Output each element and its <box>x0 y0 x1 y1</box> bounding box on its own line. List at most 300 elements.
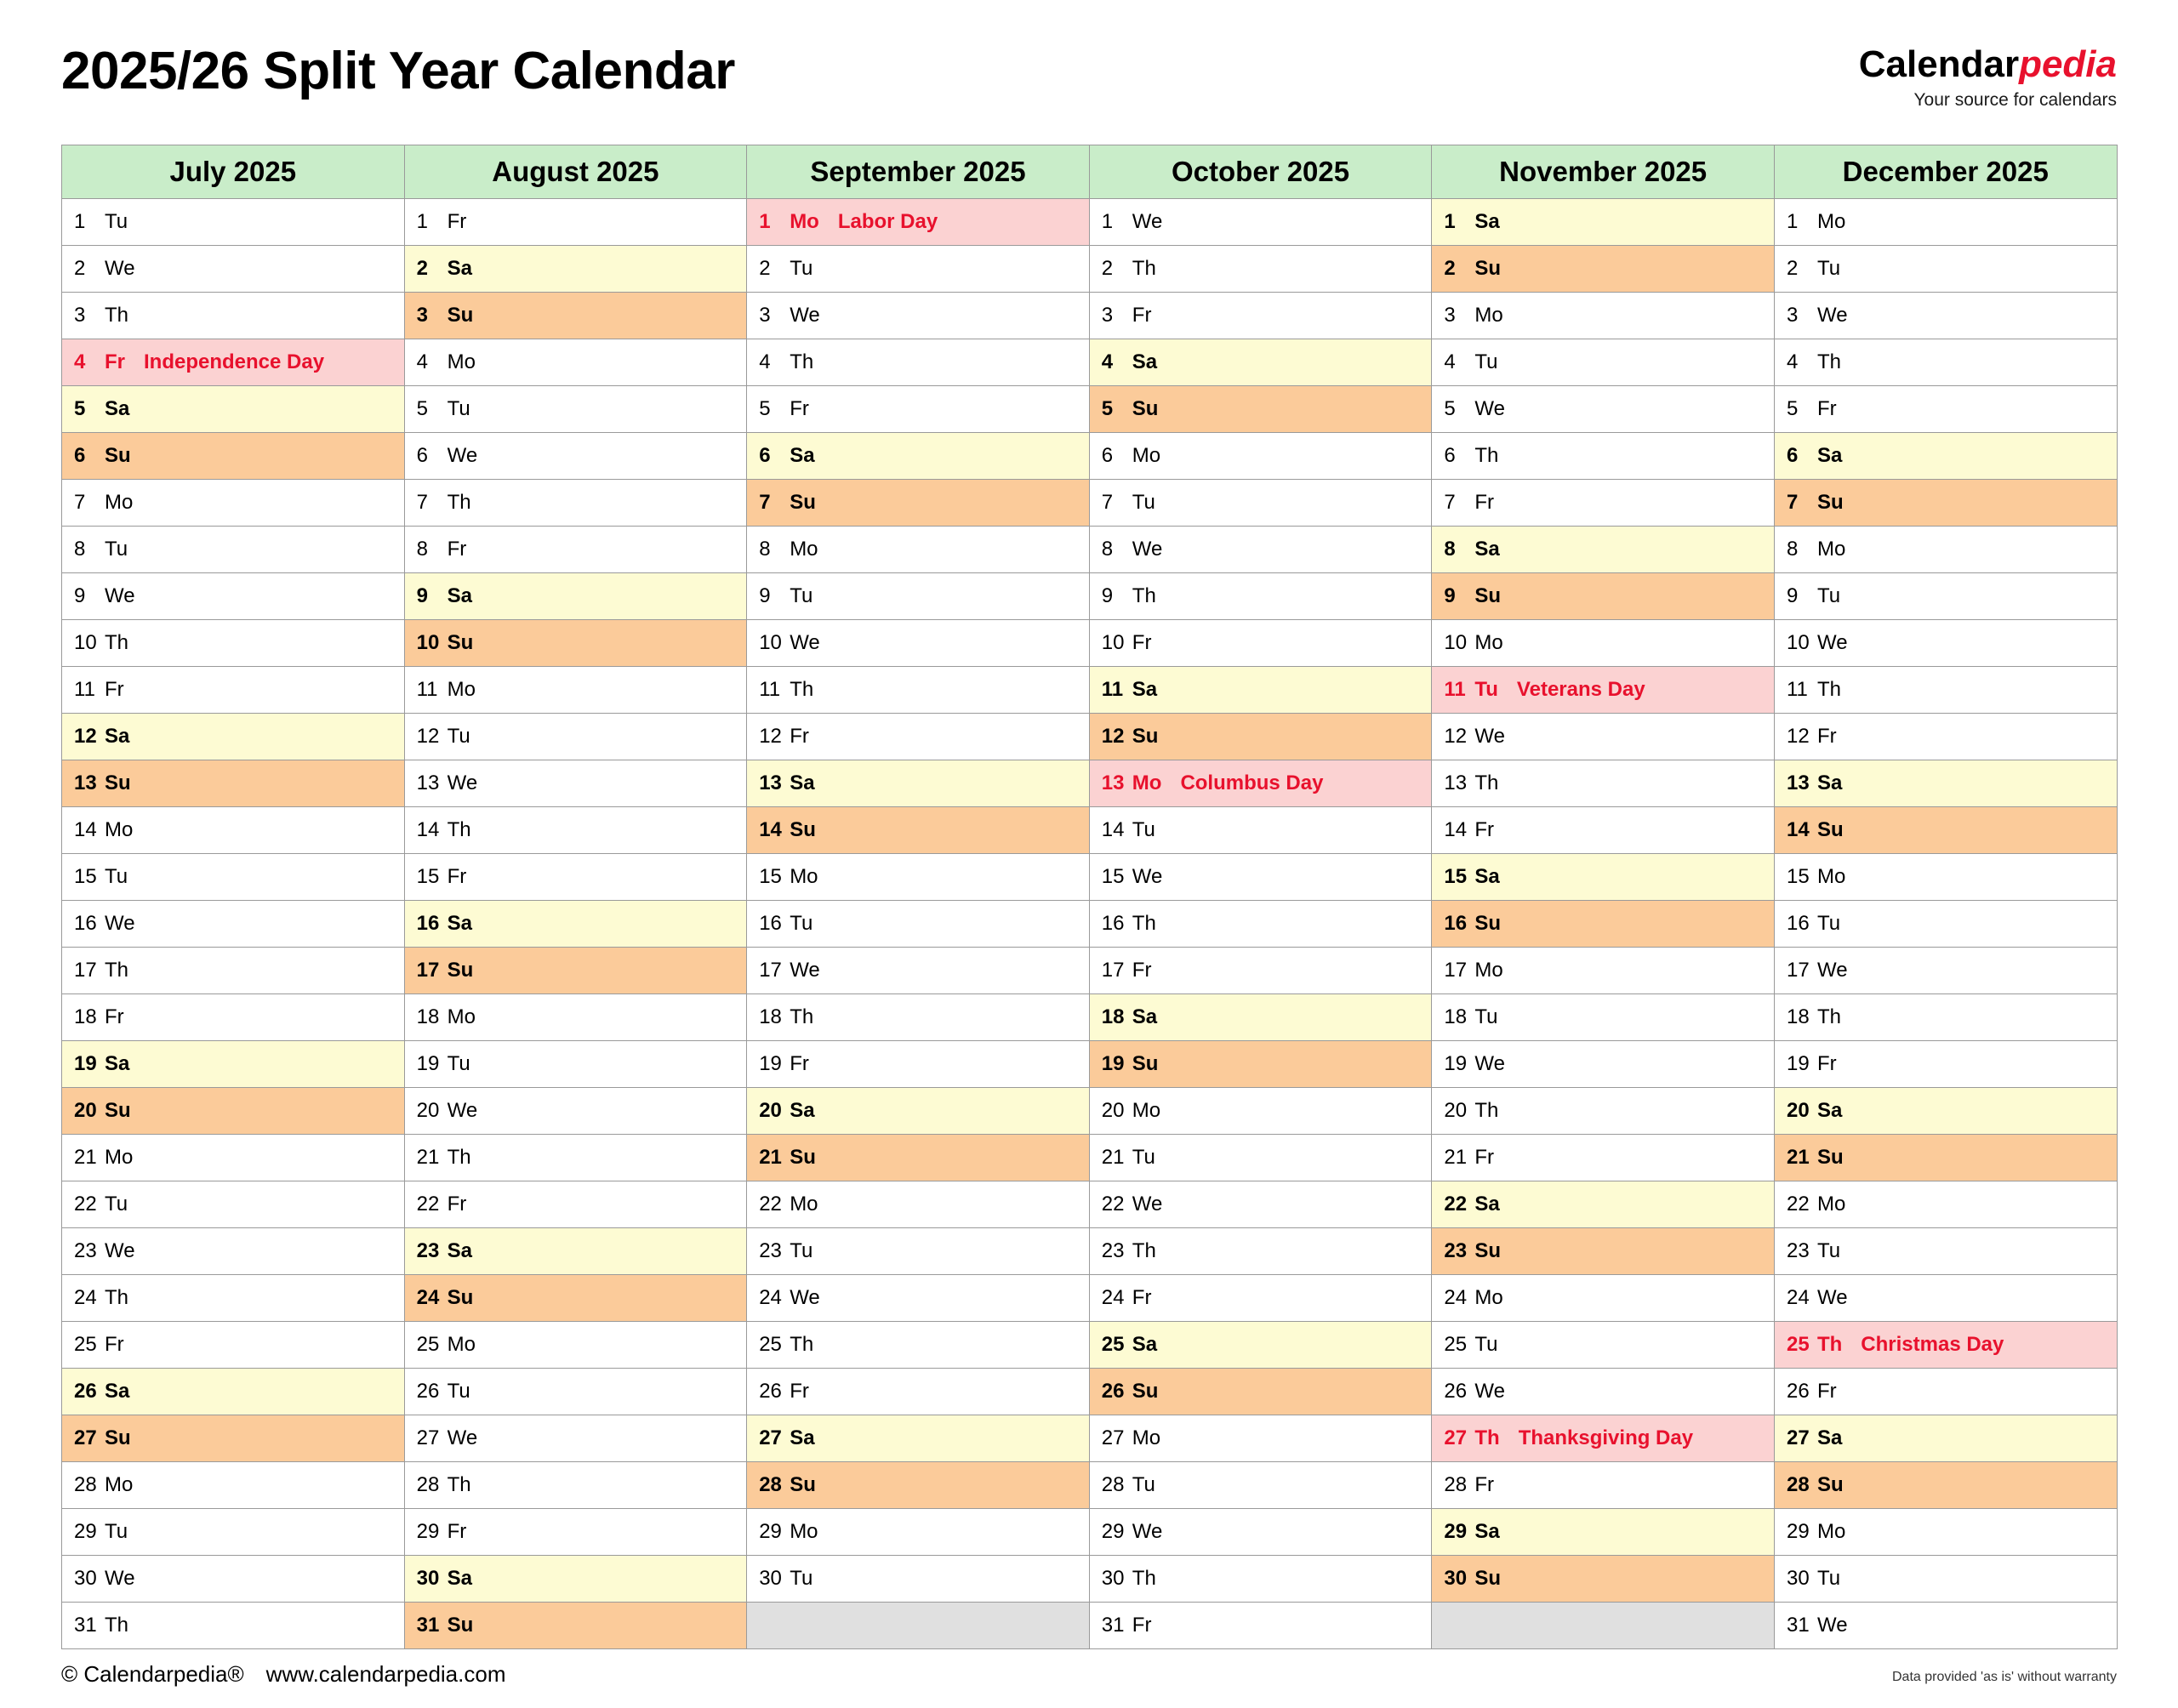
day-number: 30 <box>1101 1567 1125 1590</box>
day-cell[interactable] <box>62 667 405 714</box>
day-number: 14 <box>74 818 97 841</box>
day-of-week: Th <box>1132 1239 1156 1262</box>
day-of-week: Fr <box>1474 491 1495 514</box>
day-cell[interactable] <box>1089 339 1432 386</box>
month-header-september: September 2025 <box>747 145 1090 199</box>
day-cell[interactable] <box>747 667 1090 714</box>
day-cell[interactable] <box>1432 760 1775 807</box>
day-number: 30 <box>759 1567 782 1590</box>
day-number: 18 <box>416 1005 440 1028</box>
day-number: 14 <box>1444 818 1468 841</box>
day-of-week: Tu <box>447 1052 470 1075</box>
day-cell[interactable] <box>1432 246 1775 293</box>
day-cell[interactable] <box>62 339 405 386</box>
day-cell[interactable] <box>1432 1041 1775 1088</box>
calendar-body <box>62 199 2118 1649</box>
day-cell[interactable] <box>404 620 747 667</box>
day-cell[interactable] <box>1089 1275 1432 1322</box>
day-cell[interactable] <box>1774 1088 2117 1135</box>
day-cell[interactable] <box>1432 620 1775 667</box>
day-cell[interactable] <box>747 527 1090 573</box>
day-cell[interactable] <box>1089 714 1432 760</box>
day-of-week: Th <box>1132 584 1156 607</box>
day-cell[interactable] <box>1089 1556 1432 1603</box>
brand-tagline: Your source for calendars <box>1913 90 2117 110</box>
calendar-row <box>62 1088 2118 1135</box>
day-cell[interactable] <box>62 948 405 994</box>
day-cell[interactable] <box>1774 1135 2117 1181</box>
day-of-week: Su <box>447 631 474 654</box>
month-header-october: October 2025 <box>1089 145 1432 199</box>
day-cell[interactable] <box>1432 667 1775 714</box>
day-cell[interactable] <box>1432 480 1775 527</box>
day-cell[interactable] <box>62 1369 405 1415</box>
day-cell[interactable] <box>1774 527 2117 573</box>
day-cell[interactable] <box>1774 339 2117 386</box>
day-cell[interactable] <box>1432 854 1775 901</box>
day-of-week: Th <box>1132 912 1156 935</box>
day-cell[interactable] <box>1089 901 1432 948</box>
day-number: 30 <box>74 1567 97 1590</box>
day-number: 24 <box>1101 1286 1125 1309</box>
day-of-week: Fr <box>105 1005 124 1028</box>
day-number: 12 <box>1786 725 1810 748</box>
day-cell[interactable] <box>1089 1369 1432 1415</box>
day-of-week: Tu <box>790 912 813 935</box>
day-cell[interactable] <box>747 386 1090 433</box>
day-cell[interactable] <box>747 620 1090 667</box>
calendar-row <box>62 1275 2118 1322</box>
day-cell[interactable] <box>404 480 747 527</box>
website-url[interactable]: www.calendarpedia.com <box>265 1661 506 1687</box>
day-cell[interactable] <box>62 854 405 901</box>
day-cell[interactable] <box>62 760 405 807</box>
day-cell[interactable] <box>1432 1556 1775 1603</box>
day-of-week: Th <box>105 631 129 654</box>
day-cell[interactable] <box>1432 1228 1775 1275</box>
day-cell[interactable] <box>404 1088 747 1135</box>
day-cell[interactable] <box>404 1041 747 1088</box>
day-number: 23 <box>759 1239 782 1262</box>
day-cell[interactable] <box>404 386 747 433</box>
day-cell[interactable] <box>1774 760 2117 807</box>
day-cell[interactable] <box>747 1041 1090 1088</box>
day-cell[interactable] <box>1089 854 1432 901</box>
day-cell[interactable] <box>747 1275 1090 1322</box>
day-of-week: We <box>105 584 135 607</box>
day-cell[interactable] <box>404 948 747 994</box>
day-cell[interactable] <box>1089 667 1432 714</box>
day-cell[interactable] <box>404 854 747 901</box>
day-cell[interactable] <box>404 714 747 760</box>
day-cell[interactable] <box>62 1322 405 1369</box>
day-cell[interactable] <box>1432 901 1775 948</box>
day-cell[interactable] <box>404 1462 747 1509</box>
day-cell[interactable] <box>62 994 405 1041</box>
day-cell[interactable] <box>1432 293 1775 339</box>
day-number: 22 <box>74 1193 97 1216</box>
day-number: 25 <box>74 1333 97 1356</box>
day-cell[interactable] <box>404 1369 747 1415</box>
day-of-week: Mo <box>1132 444 1161 467</box>
day-of-week: Tu <box>105 865 128 888</box>
day-number: 6 <box>416 444 428 467</box>
day-of-week: Su <box>1474 584 1502 607</box>
day-cell[interactable] <box>747 1415 1090 1462</box>
day-cell[interactable] <box>1089 1135 1432 1181</box>
day-of-week: Fr <box>1132 304 1152 327</box>
day-cell[interactable] <box>404 901 747 948</box>
day-cell[interactable] <box>1774 199 2117 246</box>
day-of-week: Su <box>790 1146 816 1169</box>
day-number: 25 <box>1786 1333 1810 1356</box>
day-cell[interactable] <box>747 994 1090 1041</box>
day-cell[interactable] <box>747 1369 1090 1415</box>
day-number: 26 <box>74 1380 97 1403</box>
day-number: 26 <box>1786 1380 1810 1403</box>
day-of-week: Tu <box>1474 1333 1498 1356</box>
day-cell[interactable] <box>1432 1369 1775 1415</box>
day-cell[interactable] <box>62 1603 405 1649</box>
day-of-week: Mo <box>790 538 818 561</box>
day-number: 15 <box>759 865 782 888</box>
day-number: 21 <box>1101 1146 1125 1169</box>
day-number: 10 <box>74 631 97 654</box>
day-cell[interactable] <box>747 573 1090 620</box>
day-cell[interactable] <box>1774 433 2117 480</box>
day-number: 19 <box>74 1052 97 1075</box>
day-cell[interactable] <box>1089 620 1432 667</box>
day-cell[interactable] <box>1432 573 1775 620</box>
day-cell[interactable] <box>1432 714 1775 760</box>
day-number: 25 <box>759 1333 782 1356</box>
day-cell[interactable] <box>404 667 747 714</box>
day-cell[interactable] <box>1774 1556 2117 1603</box>
day-cell[interactable] <box>747 480 1090 527</box>
day-cell[interactable] <box>404 1275 747 1322</box>
day-cell[interactable] <box>404 760 747 807</box>
day-cell[interactable] <box>404 433 747 480</box>
day-cell[interactable] <box>1089 1509 1432 1556</box>
day-cell[interactable] <box>1774 1275 2117 1322</box>
day-number: 31 <box>416 1614 440 1637</box>
day-cell[interactable] <box>747 1088 1090 1135</box>
day-cell[interactable] <box>1774 1041 2117 1088</box>
day-cell[interactable] <box>1774 1462 2117 1509</box>
day-cell[interactable] <box>1432 948 1775 994</box>
day-cell[interactable] <box>1089 573 1432 620</box>
day-number: 26 <box>1444 1380 1468 1403</box>
day-of-week: Fr <box>1132 631 1152 654</box>
day-cell[interactable] <box>747 246 1090 293</box>
day-cell[interactable] <box>62 1228 405 1275</box>
day-number: 17 <box>416 959 440 982</box>
day-cell[interactable] <box>1432 807 1775 854</box>
day-cell[interactable] <box>404 1322 747 1369</box>
day-number: 19 <box>416 1052 440 1075</box>
day-cell[interactable] <box>1089 386 1432 433</box>
day-cell[interactable] <box>404 293 747 339</box>
day-number: 29 <box>1786 1520 1810 1543</box>
day-number: 28 <box>416 1473 440 1496</box>
day-of-week: Su <box>1816 491 1844 514</box>
day-number: 15 <box>1101 865 1125 888</box>
day-of-week: Su <box>790 818 816 841</box>
day-cell[interactable] <box>404 1181 747 1228</box>
day-number: 29 <box>1444 1520 1468 1543</box>
day-cell[interactable] <box>747 1322 1090 1369</box>
day-number: 22 <box>1786 1193 1810 1216</box>
day-cell[interactable] <box>404 1415 747 1462</box>
day-cell[interactable] <box>1432 199 1775 246</box>
day-cell[interactable] <box>1774 994 2117 1041</box>
day-number: 5 <box>74 397 86 420</box>
day-cell[interactable] <box>1089 1041 1432 1088</box>
day-cell[interactable] <box>1432 527 1775 573</box>
day-cell[interactable] <box>747 1462 1090 1509</box>
day-cell[interactable] <box>747 433 1090 480</box>
day-of-week: Mo <box>1132 771 1162 794</box>
day-cell[interactable] <box>1089 246 1432 293</box>
day-cell[interactable] <box>1089 1322 1432 1369</box>
day-number: 1 <box>1444 210 1456 233</box>
day-cell[interactable] <box>1089 1181 1432 1228</box>
calendar-row <box>62 339 2118 386</box>
day-of-week: Fr <box>790 725 809 748</box>
day-cell[interactable] <box>1432 994 1775 1041</box>
day-cell[interactable] <box>1089 480 1432 527</box>
day-cell[interactable] <box>1432 1088 1775 1135</box>
holiday-label: Veterans Day <box>1516 678 1645 701</box>
day-cell[interactable] <box>1774 714 2117 760</box>
day-of-week: Mo <box>1474 959 1503 982</box>
day-of-week: Tu <box>105 1193 128 1216</box>
day-cell[interactable] <box>62 807 405 854</box>
calendar-row <box>62 1135 2118 1181</box>
day-cell[interactable] <box>404 1135 747 1181</box>
day-of-week: Sa <box>1474 1193 1500 1216</box>
day-of-week: Su <box>1474 1567 1502 1590</box>
day-cell[interactable] <box>1774 1228 2117 1275</box>
day-cell[interactable] <box>1774 1415 2117 1462</box>
day-cell[interactable] <box>62 620 405 667</box>
day-cell[interactable] <box>747 760 1090 807</box>
day-cell[interactable] <box>1432 1509 1775 1556</box>
day-cell[interactable] <box>747 1509 1090 1556</box>
calendar-row <box>62 573 2118 620</box>
day-cell[interactable] <box>62 386 405 433</box>
day-number: 16 <box>1101 912 1125 935</box>
day-of-week: Fr <box>1132 959 1152 982</box>
day-cell[interactable] <box>1089 1088 1432 1135</box>
day-of-week: Fr <box>447 865 467 888</box>
day-cell[interactable] <box>1432 1415 1775 1462</box>
day-cell[interactable] <box>747 1135 1090 1181</box>
day-cell[interactable] <box>62 901 405 948</box>
day-number: 18 <box>759 1005 782 1028</box>
day-cell[interactable] <box>62 199 405 246</box>
day-cell[interactable] <box>1432 433 1775 480</box>
day-of-week: Tu <box>447 1380 470 1403</box>
day-number: 10 <box>1444 631 1468 654</box>
day-of-week: Sa <box>105 1052 130 1075</box>
day-cell[interactable] <box>1432 386 1775 433</box>
day-cell[interactable] <box>747 293 1090 339</box>
day-cell[interactable] <box>1089 948 1432 994</box>
day-of-week: Sa <box>105 725 130 748</box>
day-number: 7 <box>1786 491 1799 514</box>
day-cell[interactable] <box>62 1275 405 1322</box>
day-of-week: Mo <box>105 491 134 514</box>
day-number: 29 <box>1101 1520 1125 1543</box>
day-cell[interactable] <box>1089 760 1432 807</box>
day-cell[interactable] <box>62 1509 405 1556</box>
calendar-row <box>62 527 2118 573</box>
day-cell[interactable] <box>1774 246 2117 293</box>
day-cell[interactable] <box>1089 199 1432 246</box>
day-number: 23 <box>1444 1239 1468 1262</box>
day-of-week: Su <box>790 491 816 514</box>
day-cell[interactable] <box>747 1556 1090 1603</box>
day-cell[interactable] <box>404 246 747 293</box>
day-cell[interactable] <box>1089 433 1432 480</box>
day-cell[interactable] <box>1432 1462 1775 1509</box>
day-cell[interactable] <box>1774 901 2117 948</box>
day-cell[interactable] <box>404 527 747 573</box>
day-number: 12 <box>759 725 782 748</box>
copyright-text <box>61 1661 505 1688</box>
day-of-week: Fr <box>105 1333 124 1356</box>
day-of-week: Mo <box>1816 210 1846 233</box>
day-cell[interactable] <box>404 807 747 854</box>
day-cell[interactable] <box>62 1135 405 1181</box>
day-cell[interactable] <box>62 480 405 527</box>
day-cell[interactable] <box>1774 293 2117 339</box>
day-cell[interactable] <box>1774 948 2117 994</box>
day-number: 16 <box>1786 912 1810 935</box>
day-of-week: We <box>1132 538 1163 561</box>
day-cell[interactable] <box>1432 1275 1775 1322</box>
day-cell[interactable] <box>1774 1181 2117 1228</box>
day-cell[interactable] <box>1432 1181 1775 1228</box>
day-cell[interactable] <box>404 573 747 620</box>
day-of-week: Su <box>1474 912 1502 935</box>
day-cell[interactable] <box>404 1509 747 1556</box>
day-cell[interactable] <box>1774 1603 2117 1649</box>
day-cell[interactable] <box>747 901 1090 948</box>
day-number: 6 <box>74 444 86 467</box>
calendar-row <box>62 948 2118 994</box>
day-cell[interactable] <box>1089 1603 1432 1649</box>
day-cell[interactable] <box>1774 620 2117 667</box>
day-cell[interactable] <box>1774 1369 2117 1415</box>
day-cell[interactable] <box>1089 807 1432 854</box>
day-cell[interactable] <box>62 1556 405 1603</box>
day-cell[interactable] <box>1774 854 2117 901</box>
calendar-row <box>62 620 2118 667</box>
day-cell[interactable] <box>747 948 1090 994</box>
day-cell[interactable] <box>1432 1135 1775 1181</box>
day-cell[interactable] <box>747 1228 1090 1275</box>
day-cell[interactable] <box>62 246 405 293</box>
day-cell[interactable] <box>404 1228 747 1275</box>
day-of-week: Mo <box>1816 1520 1846 1543</box>
day-cell[interactable] <box>747 339 1090 386</box>
day-cell[interactable] <box>404 1603 747 1649</box>
calendar-row <box>62 1181 2118 1228</box>
day-of-week: Su <box>105 1426 131 1449</box>
day-number: 27 <box>1444 1426 1468 1449</box>
day-number: 11 <box>759 678 781 701</box>
day-cell[interactable] <box>1774 480 2117 527</box>
day-cell[interactable] <box>62 1462 405 1509</box>
day-cell-empty <box>747 1603 1090 1649</box>
holiday-label: Labor Day <box>837 210 938 233</box>
day-cell[interactable] <box>1774 1322 2117 1369</box>
day-of-week: Tu <box>1816 912 1841 935</box>
day-cell[interactable] <box>747 854 1090 901</box>
day-of-week: Sa <box>1474 865 1500 888</box>
day-of-week: We <box>1816 304 1848 327</box>
day-cell[interactable] <box>1432 339 1775 386</box>
day-number: 11 <box>1444 678 1466 701</box>
day-cell[interactable] <box>1774 386 2117 433</box>
calendar-row <box>62 807 2118 854</box>
day-cell[interactable] <box>747 714 1090 760</box>
day-cell[interactable] <box>62 1088 405 1135</box>
day-cell[interactable] <box>62 573 405 620</box>
day-cell[interactable] <box>404 199 747 246</box>
day-cell[interactable] <box>404 1556 747 1603</box>
day-number: 4 <box>1786 350 1799 373</box>
day-cell[interactable] <box>1774 667 2117 714</box>
calendar-row <box>62 760 2118 807</box>
day-cell[interactable] <box>1089 527 1432 573</box>
day-of-week: We <box>1816 1286 1848 1309</box>
day-cell[interactable] <box>62 527 405 573</box>
day-cell[interactable] <box>62 1041 405 1088</box>
calendar-row <box>62 480 2118 527</box>
day-of-week: Su <box>447 304 474 327</box>
day-cell[interactable] <box>1089 994 1432 1041</box>
day-of-week: Th <box>790 678 814 701</box>
day-cell[interactable] <box>747 807 1090 854</box>
day-cell[interactable] <box>1089 293 1432 339</box>
calendar-row <box>62 667 2118 714</box>
day-cell[interactable] <box>62 433 405 480</box>
day-cell[interactable] <box>1089 1415 1432 1462</box>
day-cell[interactable] <box>404 994 747 1041</box>
day-cell[interactable] <box>62 1181 405 1228</box>
day-cell[interactable] <box>747 199 1090 246</box>
day-cell[interactable] <box>1774 807 2117 854</box>
day-of-week: Sa <box>790 771 815 794</box>
day-cell[interactable] <box>1774 1509 2117 1556</box>
day-cell[interactable] <box>62 293 405 339</box>
day-cell[interactable] <box>1089 1462 1432 1509</box>
day-cell[interactable] <box>1432 1322 1775 1369</box>
day-of-week: Mo <box>447 678 476 701</box>
day-of-week: Fr <box>1474 818 1495 841</box>
day-cell[interactable] <box>62 1415 405 1462</box>
day-cell[interactable] <box>1774 573 2117 620</box>
day-cell[interactable] <box>62 714 405 760</box>
day-cell[interactable] <box>1089 1228 1432 1275</box>
day-of-week: Fr <box>105 350 125 373</box>
day-cell[interactable] <box>747 1181 1090 1228</box>
day-cell[interactable] <box>404 339 747 386</box>
day-of-week: We <box>1474 397 1505 420</box>
